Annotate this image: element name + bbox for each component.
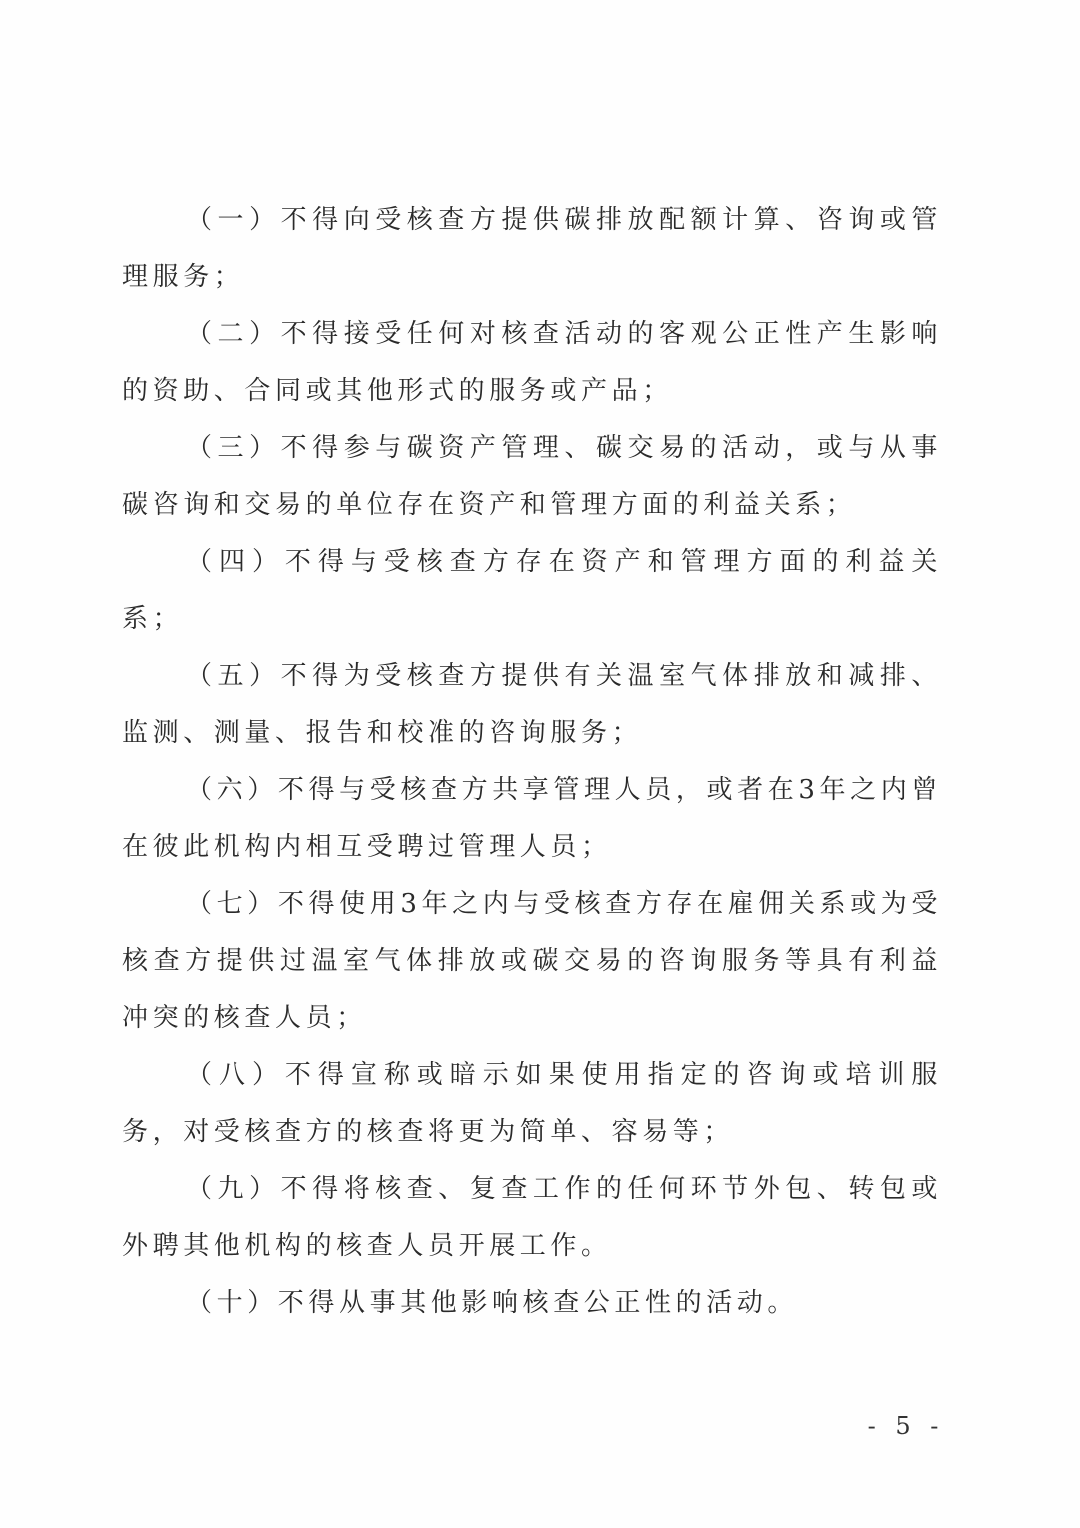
paragraph-item-2: （二）不得接受任何对核查活动的客观公正性产生影响的资助、合同或其他形式的服务或产品； [122, 319, 942, 406]
paragraph-item-1: （一）不得向受核查方提供碳排放配额计算、咨询或管理服务； [122, 205, 942, 292]
page-number: - 5 - [867, 1412, 945, 1440]
document-body [122, 192, 942, 1332]
paragraph-item-3: （三）不得参与碳资产管理、碳交易的活动，或与从事碳咨询和交易的单位存在资产和管理方面的利益关系； [122, 433, 942, 520]
paragraph-item-10: （十）不得从事其他影响核查公正性的活动。 [186, 1288, 799, 1318]
paragraph-item-4: （四）不得与受核查方存在资产和管理方面的利益关系； [122, 547, 942, 634]
paragraph-item-6: （六）不得与受核查方共享管理人员，或者在3年之内曾在彼此机构内相互受聘过管理人员； [122, 775, 942, 862]
paragraph-item-7: （七）不得使用3年之内与受核查方存在雇佣关系或为受核查方提供过温室气体排放或碳交易的咨询服务等具有利益冲突的核查人员； [122, 889, 942, 1033]
paragraph-item-8: （八）不得宣称或暗示如果使用指定的咨询或培训服务，对受核查方的核查将更为简单、容易等； [122, 1060, 942, 1147]
paragraph-item-5: （五）不得为受核查方提供有关温室气体排放和减排、监测、测量、报告和校准的咨询服务； [122, 661, 942, 748]
paragraph-item-9: （九）不得将核查、复查工作的任何环节外包、转包或外聘其他机构的核查人员开展工作。 [122, 1174, 942, 1261]
